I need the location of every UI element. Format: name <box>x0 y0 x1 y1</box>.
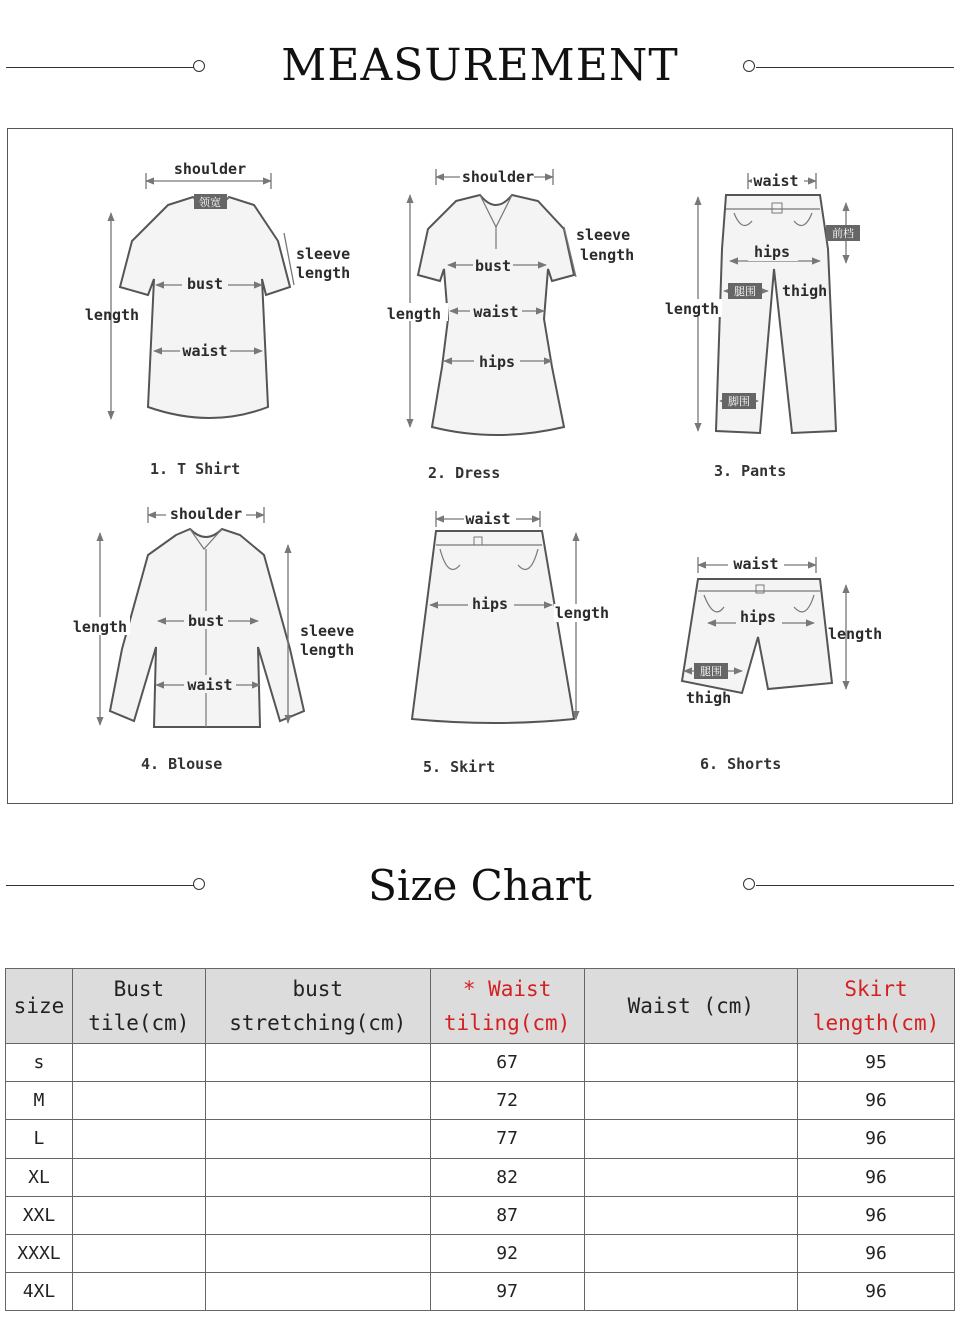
cell-size: XL <box>6 1158 73 1196</box>
cell-waist <box>584 1158 797 1196</box>
dress-shoulder-label: shoulder <box>461 168 535 186</box>
blouse-bust-label: bust <box>187 612 225 630</box>
pants-tag-foot: 脚围 <box>728 395 750 408</box>
cell-bust-stretching <box>205 1273 430 1311</box>
dress-diagram <box>387 167 634 482</box>
cell-size: M <box>6 1082 73 1120</box>
tshirt-waist-label: waist <box>182 342 228 360</box>
heading-dot-right <box>743 60 755 72</box>
tshirt-length-label: length <box>84 306 140 324</box>
skirt-length-label: length <box>554 604 610 622</box>
tshirt-bust-label: bust <box>186 275 224 293</box>
cell-skirt-length: 96 <box>798 1196 955 1234</box>
tshirt-sleeve-label-1: sleeve <box>296 245 351 263</box>
cell-waist-tiling: 97 <box>430 1273 584 1311</box>
cell-bust-stretching <box>205 1234 430 1272</box>
tshirt-shape <box>120 197 290 418</box>
cell-waist <box>584 1196 797 1234</box>
header-waist-tiling: * Waist tiling(cm) <box>430 969 584 1044</box>
cell-waist-tiling: 87 <box>430 1196 584 1234</box>
tshirt-tag-text: 领宽 <box>199 196 221 209</box>
size-chart-heading <box>0 856 960 916</box>
dress-caption: 2. Dress <box>428 464 501 482</box>
shorts-caption: 6. Shorts <box>700 755 782 773</box>
heading-rule-right <box>756 67 954 68</box>
pants-thigh-label: thigh <box>782 282 828 300</box>
shorts-diagram <box>682 555 882 773</box>
cell-bust-tile <box>72 1196 205 1234</box>
cell-skirt-length: 96 <box>798 1082 955 1120</box>
blouse-shoulder-label: shoulder <box>169 505 243 523</box>
cell-size: XXL <box>6 1196 73 1234</box>
blouse-sleeve-label-1: sleeve <box>300 622 355 640</box>
cell-waist <box>584 1082 797 1120</box>
measurement-title: MEASUREMENT <box>281 40 679 91</box>
cell-skirt-length: 96 <box>798 1120 955 1158</box>
skirt-caption: 5. Skirt <box>423 758 496 776</box>
shorts-tag-thigh: 腿围 <box>700 665 722 678</box>
header-bust-stretching: bust stretching(cm) <box>205 969 430 1044</box>
cell-skirt-length: 95 <box>798 1044 955 1082</box>
dress-hips-label: hips <box>478 353 516 371</box>
cell-bust-tile <box>72 1158 205 1196</box>
cell-size: 4XL <box>6 1273 73 1311</box>
blouse-caption: 4. Blouse <box>141 755 223 773</box>
blouse-length-label: length <box>72 618 128 636</box>
tshirt-caption: 1. T Shirt <box>150 460 241 478</box>
cell-bust-tile <box>72 1273 205 1311</box>
skirt-hips-label: hips <box>471 595 509 613</box>
size-chart-header-row <box>6 969 955 1044</box>
cell-skirt-length: 96 <box>798 1158 955 1196</box>
heading-rule-right <box>756 885 954 886</box>
cell-waist-tiling: 92 <box>430 1234 584 1272</box>
pants-waist-label: waist <box>753 172 799 190</box>
skirt-diagram <box>412 510 612 776</box>
blouse-waist-label: waist <box>187 676 233 694</box>
header-waist: Waist (cm) <box>584 969 797 1044</box>
cell-waist-tiling: 67 <box>430 1044 584 1082</box>
table-row <box>6 1273 955 1311</box>
cell-waist-tiling: 77 <box>430 1120 584 1158</box>
cell-bust-stretching <box>205 1044 430 1082</box>
cell-bust-tile <box>72 1120 205 1158</box>
blouse-sleeve-label-2: length <box>300 641 355 659</box>
table-row <box>6 1234 955 1272</box>
shorts-waist-label: waist <box>733 555 779 573</box>
cell-bust-tile <box>72 1234 205 1272</box>
tshirt-shoulder-label: shoulder <box>173 160 247 178</box>
skirt-shape <box>412 531 574 723</box>
measurement-heading <box>0 38 960 98</box>
pants-length-label: length <box>664 300 720 318</box>
dress-sleeve-label-2: length <box>580 246 635 264</box>
cell-bust-tile <box>72 1044 205 1082</box>
cell-bust-stretching <box>205 1196 430 1234</box>
blouse-diagram <box>72 505 354 773</box>
dress-length-label: length <box>386 305 442 323</box>
cell-waist <box>584 1044 797 1082</box>
cell-bust-stretching <box>205 1120 430 1158</box>
pants-hips-label: hips <box>753 243 791 261</box>
dress-bust-label: bust <box>474 257 512 275</box>
shorts-hips-label: hips <box>739 608 777 626</box>
measurement-diagrams <box>8 129 954 805</box>
table-row <box>6 1158 955 1196</box>
heading-dot-right <box>743 878 755 890</box>
cell-skirt-length: 96 <box>798 1234 955 1272</box>
shorts-thigh-label: thigh <box>686 689 732 707</box>
cell-waist <box>584 1273 797 1311</box>
table-row <box>6 1082 955 1120</box>
dress-sleeve-label-1: sleeve <box>576 226 631 244</box>
table-row <box>6 1196 955 1234</box>
tshirt-diagram <box>85 160 350 478</box>
shorts-length-label: length <box>828 625 883 643</box>
header-skirt-length: Skirt length(cm) <box>798 969 955 1044</box>
cell-waist <box>584 1234 797 1272</box>
cell-bust-stretching <box>205 1158 430 1196</box>
pants-tag-thigh: 腿围 <box>734 285 756 298</box>
pants-diagram <box>665 171 860 480</box>
pants-caption: 3. Pants <box>714 462 787 480</box>
size-chart-title: Size Chart <box>368 861 592 910</box>
cell-waist-tiling: 82 <box>430 1158 584 1196</box>
cell-waist-tiling: 72 <box>430 1082 584 1120</box>
skirt-waist-label: waist <box>465 510 511 528</box>
header-size: size <box>6 969 73 1044</box>
cell-size: L <box>6 1120 73 1158</box>
table-row <box>6 1120 955 1158</box>
table-row <box>6 1044 955 1082</box>
tshirt-sleeve-label-2: length <box>296 264 351 282</box>
cell-bust-tile <box>72 1082 205 1120</box>
measurement-diagram-panel <box>7 128 953 804</box>
pants-tag-front: 前档 <box>832 227 854 240</box>
cell-waist <box>584 1120 797 1158</box>
cell-skirt-length: 96 <box>798 1273 955 1311</box>
size-chart-table <box>5 968 955 1311</box>
dress-waist-label: waist <box>473 303 519 321</box>
header-bust-tile: Bust tile(cm) <box>72 969 205 1044</box>
cell-bust-stretching <box>205 1082 430 1120</box>
cell-size: XXXL <box>6 1234 73 1272</box>
cell-size: s <box>6 1044 73 1082</box>
